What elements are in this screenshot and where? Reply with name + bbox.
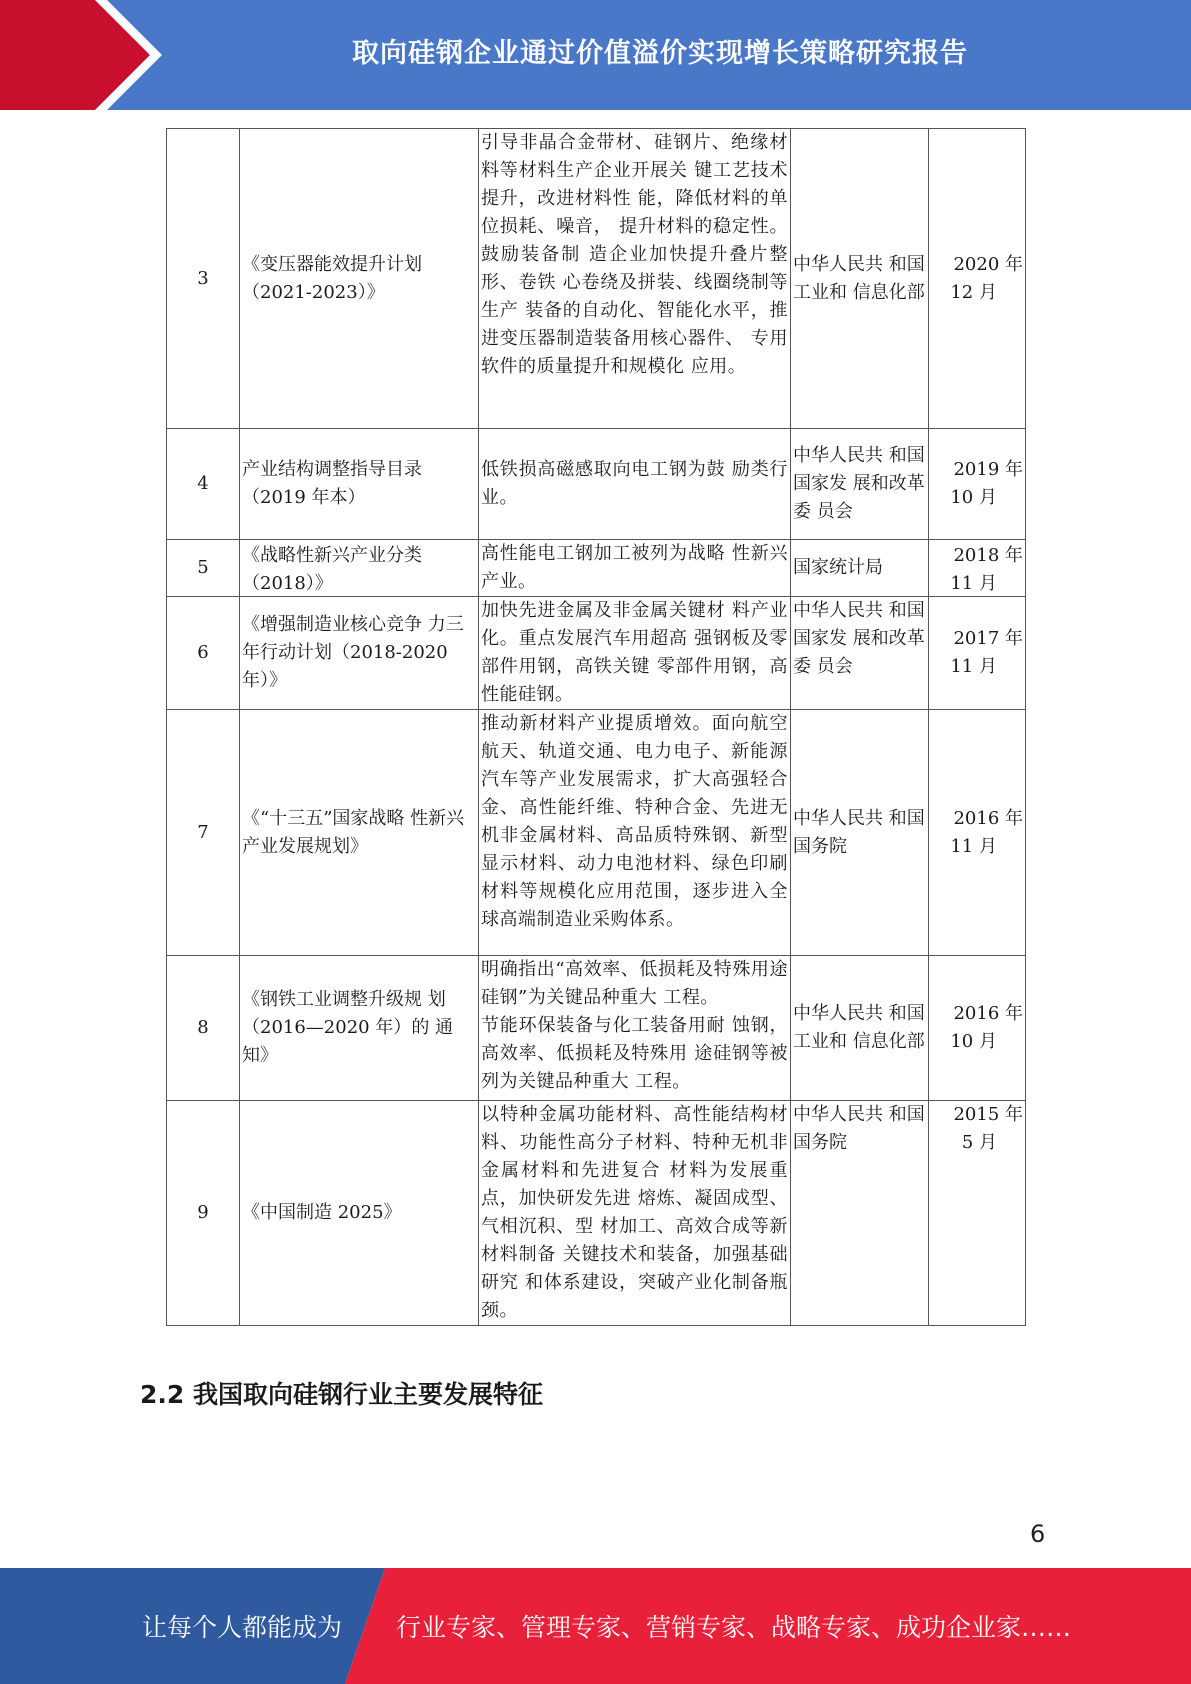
policy-table — [166, 128, 1025, 1326]
policy-name: 《增强制造业核心竞争 力三年行动计划（2018-2020 年）》 — [240, 597, 479, 710]
table-row — [167, 597, 1026, 710]
issue-date — [929, 1101, 1026, 1326]
row-number: 7 — [167, 710, 240, 956]
issue-month: 11 月 — [950, 835, 997, 857]
issue-year: 2018 年 — [953, 544, 1023, 566]
issuing-department: 中华人民共 和国工业和 信息化部 — [791, 956, 929, 1101]
issue-date — [929, 129, 1026, 429]
policy-name-text: 《战略性新兴产业分类（2018）》 — [242, 544, 422, 594]
policy-content: 推动新材料产业提质增效。面向航空航天、轨道交通、电力电子、新能源汽车等产业发展需求，扩大高强轻合金、高性能纤维、特种合金、先进无机非金属材料、高品质特殊钢、新型显示材料、动力电池材料、绿色印刷材料等规模化应用范围，逐步进入全球高端制造业采购体系。 — [479, 710, 791, 956]
page-number: 6 — [1030, 1520, 1046, 1548]
row-number: 6 — [167, 597, 240, 710]
report-title: 取向硅钢企业通过价值溢价实现增长策略研究报告 — [352, 37, 968, 69]
issue-month: 11 月 — [950, 656, 997, 677]
row-number: 3 — [167, 129, 240, 429]
issuing-department: 中华人民共 和国工业和 信息化部 — [791, 129, 929, 429]
row-number: 9 — [167, 1101, 240, 1326]
table-row — [167, 129, 1026, 429]
issue-month: 12 月 — [950, 281, 997, 303]
issue-year: 2020 年 — [953, 253, 1023, 275]
policy-name: 《变压器能效提升计划（2021-2023）》 — [240, 129, 479, 429]
issue-date — [929, 956, 1026, 1101]
page-footer — [0, 1568, 1191, 1684]
policy-name: 《“十三五”国家战略 性新兴产业发展规划》 — [240, 710, 479, 956]
footer-slogan-left: 让每个人都能成为 — [142, 1613, 343, 1642]
issue-year: 2019 年 — [953, 459, 1023, 480]
table-row — [167, 1101, 1026, 1326]
issue-year: 2015 年 — [953, 1104, 1023, 1125]
issuing-department: 中华人民共 和国国务院 — [791, 710, 929, 956]
policy-content-text: 明确指出“高效率、低损耗及特殊用途硅钢”为关键品种重大 工程。 节能环保装备与化工装备用耐 蚀钢，高效率、低损耗及特殊用 途硅钢等被列为关键品种重大 工程。 — [481, 959, 788, 1092]
policy-content: 高性能电工钢加工被列为战略 性新兴产业。 — [479, 540, 791, 597]
table-row — [167, 540, 1026, 597]
footer-slogan-right: 行业专家、管理专家、营销专家、战略专家、成功企业家…… — [396, 1613, 1072, 1642]
issuing-department: 中华人民共 和国国家发 展和改革委 员会 — [791, 597, 929, 710]
issue-month: 11 月 — [950, 572, 997, 594]
row-number: 4 — [167, 429, 240, 540]
row-number: 8 — [167, 956, 240, 1101]
policy-name: 《中国制造 2025》 — [240, 1101, 479, 1326]
section-heading: 2.2 我国取向硅钢行业主要发展特征 — [140, 1380, 543, 1409]
table-row — [167, 956, 1026, 1101]
issue-date — [929, 540, 1026, 597]
issue-month: 10 月 — [950, 1031, 997, 1052]
policy-content: 引导非晶合金带材、硅钢片、绝缘材料等材料生产企业开展关 键工艺技术提升，改进材料性 能，降低材料的单位损耗、噪音， 提升材料的稳定性。鼓励装备制 造企业加快提升叠片整形、卷铁 心卷绕及拼装、线圈绕制等生产 装备的自动化、智能化水平，推 进变压器制造装备用核心器件、 专用软件的质量提升和规模化 应用。 — [479, 129, 791, 429]
issue-year: 2017 年 — [953, 628, 1023, 649]
policy-content: 以特种金属功能材料、高性能结构材料、功能性高分子材料、特种无机非金属材料和先进复合 材料为发展重点，加快研发先进 熔炼、凝固成型、气相沉积、型 材加工、高效合成等新材料制备 关键技术和装备，加强基础研究 和体系建设，突破产业化制备瓶 颈。 — [479, 1101, 791, 1326]
issue-month: 10 月 — [950, 487, 997, 508]
issue-date — [929, 597, 1026, 710]
policy-name — [240, 540, 479, 597]
table-row — [167, 429, 1026, 540]
issue-date — [929, 710, 1026, 956]
policy-content — [479, 956, 791, 1101]
issuing-department: 中华人民共 和国国务院 — [791, 1101, 929, 1326]
page-header — [0, 0, 1191, 110]
issuing-department: 中华人民共 和国国家发 展和改革委 员会 — [791, 429, 929, 540]
issue-date-text — [931, 542, 1023, 595]
policy-content: 低铁损高磁感取向电工钢为鼓 励类行业。 — [479, 429, 791, 540]
issue-month: 5 月 — [961, 1132, 997, 1153]
policy-name: 产业结构调整指导目录（2019 年本） — [240, 429, 479, 540]
issue-year: 2016 年 — [953, 807, 1023, 829]
issue-date — [929, 429, 1026, 540]
row-number: 5 — [167, 540, 240, 597]
policy-name: 《钢铁工业调整升级规 划（2016—2020 年）的 通知》 — [240, 956, 479, 1101]
issue-year: 2016 年 — [953, 1003, 1023, 1024]
table-row — [167, 710, 1026, 956]
issuing-department: 国家统计局 — [791, 540, 929, 597]
policy-content: 加快先进金属及非金属关键材 料产业化。重点发展汽车用超高 强钢板及零部件用钢，高铁关键 零部件用钢，高性能硅钢。 — [479, 597, 791, 710]
